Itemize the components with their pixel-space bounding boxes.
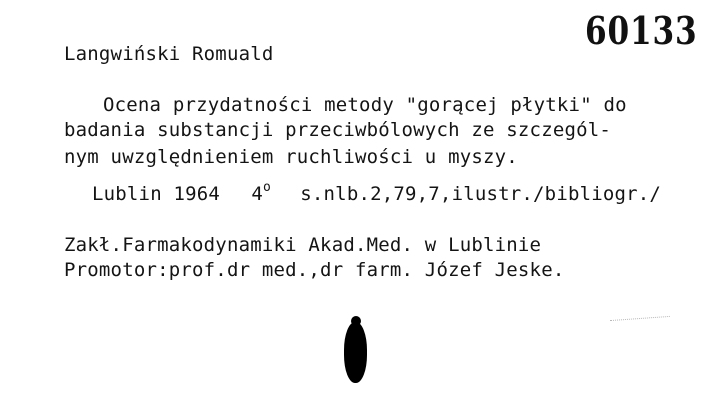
institution-line: Zakł.Farmakodynamiki Akad.Med. w Lublinie [64,234,542,256]
title-line-3: nym uwzględnieniem ruchliwości u myszy. [64,146,518,168]
imprint-format [251,180,271,205]
punch-hole [344,322,367,383]
imprint-line [92,180,662,205]
title-line-1: Ocena przydatności metody "gorącej płytki" do [103,94,627,116]
promoter-line: Promotor:prof.dr med.,dr farm. Józef Jeske. [64,259,565,281]
title-line-2: badania substancji przeciwbólowych ze szczegól- [64,119,612,141]
format-number: 4 [251,183,263,205]
imprint-pagination: s.nlb.2,79,7,ilustr./bibliogr./ [300,183,662,205]
format-degree: o [262,180,271,195]
paper-smudge [610,316,670,324]
catalog-number-stamp: 60133 [585,8,698,53]
imprint-place-year: Lublin 1964 [92,183,221,205]
author-name: Langwiński Romuald [64,43,274,65]
